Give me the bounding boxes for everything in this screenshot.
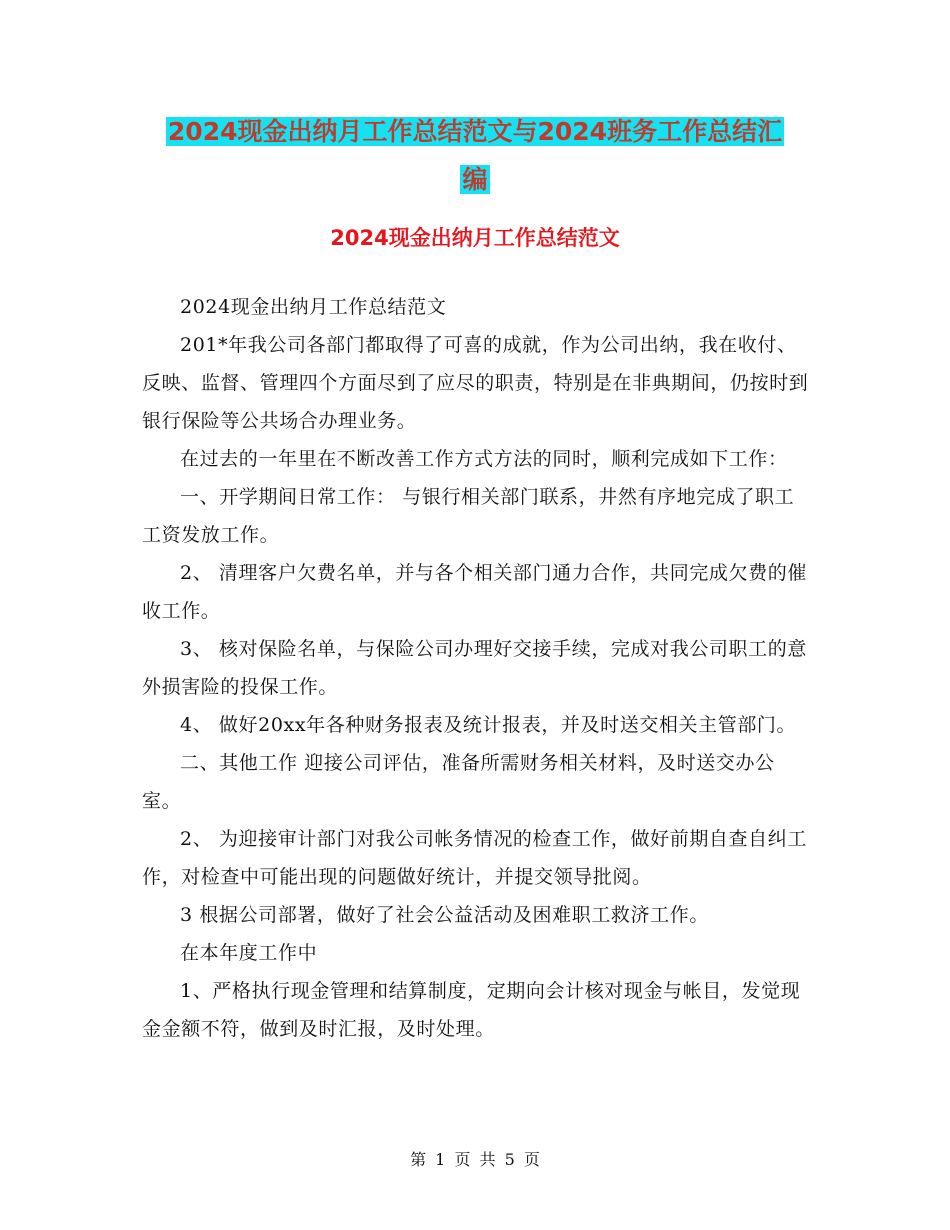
paragraph: 201*年我公司各部门都取得了可喜的成就，作为公司出纳，我在收付、反映、监督、管理四个方面尽到了应尽的职责，特别是在非典期间，仍按时到银行保险等公共场合办理业务。 <box>142 334 809 432</box>
paragraph: 在过去的一年里在不断改善工作方式方法的同时，顺利完成如下工作： <box>180 448 788 470</box>
paragraph: 2、 清理客户欠费名单，并与各个相关部门通力合作，共同完成欠费的催收工作。 <box>142 562 807 622</box>
paragraph: 2024现金出纳月工作总结范文 <box>180 296 447 318</box>
section-title: 2024现金出纳月工作总结范文 <box>330 226 620 250</box>
paragraph: 4、 做好20xx年各种财务报表及统计报表，并及时送交相关主管部门。 <box>180 714 797 736</box>
document-title-line2: 编 <box>462 165 488 194</box>
document-title <box>0 108 950 204</box>
paragraph: 1、严格执行现金管理和结算制度，定期向会计核对现金与帐目，发觉现金金额不符，做到及时汇报，及时处理。 <box>142 980 801 1040</box>
paragraph: 一、开学期间日常工作： 与银行相关部门联系，井然有序地完成了职工工资发放工作。 <box>142 486 795 546</box>
paragraph: 3、 核对保险名单，与保险公司办理好交接手续，完成对我公司职工的意外损害险的投保工作。 <box>142 638 807 698</box>
paragraph: 2、 为迎接审计部门对我公司帐务情况的检查工作，做好前期自查自纠工作，对检查中可能出现的问题做好统计，并提交领导批阅。 <box>142 828 807 888</box>
paragraph: 3 根据公司部署，做好了社会公益活动及困难职工救济工作。 <box>180 904 709 926</box>
document-body <box>142 288 810 1048</box>
page-number-footer: 第 1 页 共 5 页 <box>410 1150 540 1169</box>
paragraph: 在本年度工作中 <box>180 942 318 964</box>
paragraph: 二、其他工作 迎接公司评估，准备所需财务相关材料，及时送交办公室。 <box>142 752 775 812</box>
document-title-line1: 2024现金出纳月工作总结范文与2024班务工作总结汇 <box>167 117 783 146</box>
